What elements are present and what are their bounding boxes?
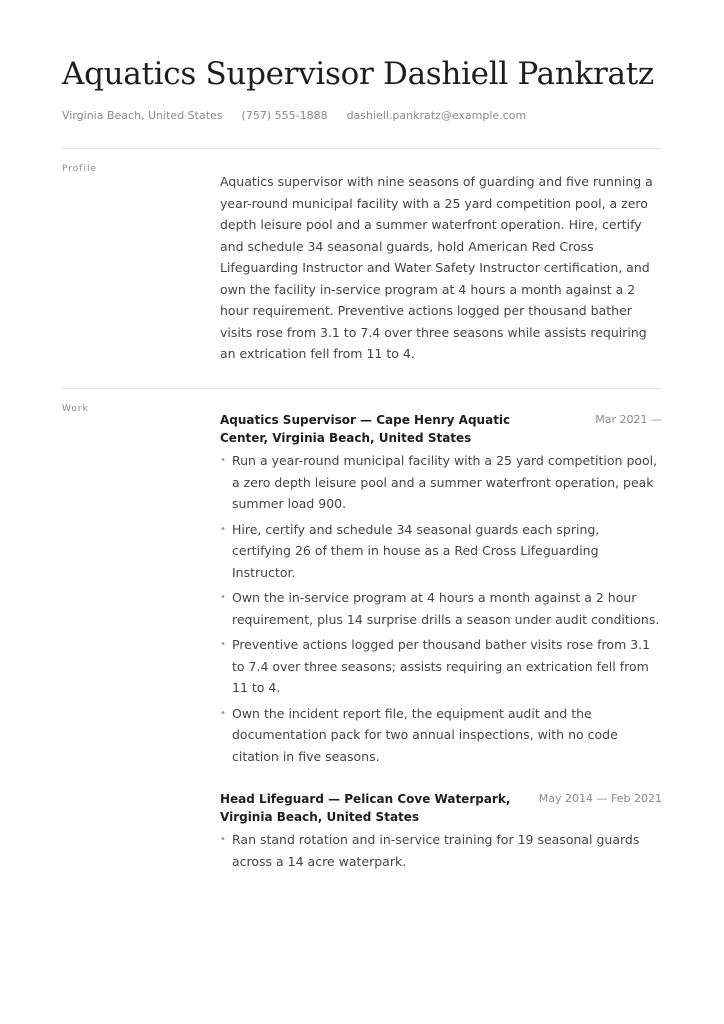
- divider: [62, 388, 662, 389]
- bullet-dot-icon: •: [220, 523, 226, 535]
- job-entry: [220, 411, 662, 771]
- job-bullet: [220, 450, 662, 515]
- contact-email[interactable]: dashiell.pankratz@example.com: [346, 109, 527, 122]
- bullet-dot-icon: •: [220, 707, 226, 719]
- job-bullets: [220, 829, 662, 872]
- job-bullet-text: Ran stand rotation and in-service training for 19 seasonal guards across a 14 acre waterpark.: [232, 832, 640, 869]
- divider: [62, 148, 662, 149]
- job-bullet: [220, 587, 662, 630]
- job-bullet: [220, 519, 662, 584]
- job-bullets: [220, 450, 662, 767]
- job-bullet-text: Own the incident report file, the equipment audit and the documentation pack for two annual inspections, with no code citation in five seasons.: [232, 705, 618, 764]
- job-bullet: [220, 634, 662, 699]
- job-bullet-text: Preventive actions logged per thousand bather visits rose from 3.1 to 7.4 over three seasons; assists requiring an extrication fell from 11 to 4.: [232, 637, 651, 695]
- job-date: May 2014 — Feb 2021: [538, 792, 662, 805]
- bullet-dot-icon: •: [220, 834, 226, 845]
- job-bullet: [220, 703, 662, 768]
- bullet-dot-icon: •: [220, 639, 226, 650]
- job-date: Mar 2021 —: [595, 413, 662, 426]
- page-title: Aquatics Supervisor Dashiell Pankratz: [62, 56, 654, 92]
- job-bullet-text: Run a year-round municipal facility with a 25 yard competition pool, a zero depth leisure pool and a summer waterfront operation, peak summer load 900.: [232, 453, 658, 511]
- contact-location: Virginia Beach, United States: [62, 109, 223, 122]
- job-title: Aquatics Supervisor — Cape Henry Aquatic Center, Virginia Beach, United States: [220, 413, 511, 445]
- section-label-work: Work: [62, 404, 89, 414]
- job-bullet: [220, 829, 662, 872]
- contact-line: [62, 109, 526, 122]
- contact-phone[interactable]: (757) 555-1888: [241, 109, 328, 122]
- bullet-dot-icon: •: [220, 592, 226, 603]
- job-header: [220, 411, 662, 447]
- profile-summary: Aquatics supervisor with nine seasons of guarding and five running a year-round municipal facility with a 25 yard competition pool, a zero depth leisure pool and a summer waterfront operation. Hire, certify and schedule 34 seasonal guards, hold American Red Cross Lifeguarding Instructor and Water Safety Instructor certification, and own the facility in-service program at 4 hours a month against a 2 hour requirement. Preventive actions logged per thousand bather visits rose from 3.1 to 7.4 over three seasons while assists requiring an extrication fell from 11 to 4.: [220, 174, 653, 361]
- job-bullet-text: Own the in-service program at 4 hours a month against a 2 hour requirement, plus 14 surprise drills a season under audit conditions.: [232, 590, 660, 627]
- bullet-dot-icon: •: [220, 455, 226, 466]
- job-bullet-text: Hire, certify and schedule 34 seasonal guards each spring, certifying 26 of them in house as a Red Cross Lifeguarding Instructor.: [232, 521, 600, 580]
- job-title: Head Lifeguard — Pelican Cove Waterpark, Virginia Beach, United States: [220, 792, 511, 824]
- job-entry: [220, 790, 662, 876]
- section-label-profile: Profile: [62, 164, 97, 174]
- job-header: [220, 790, 662, 826]
